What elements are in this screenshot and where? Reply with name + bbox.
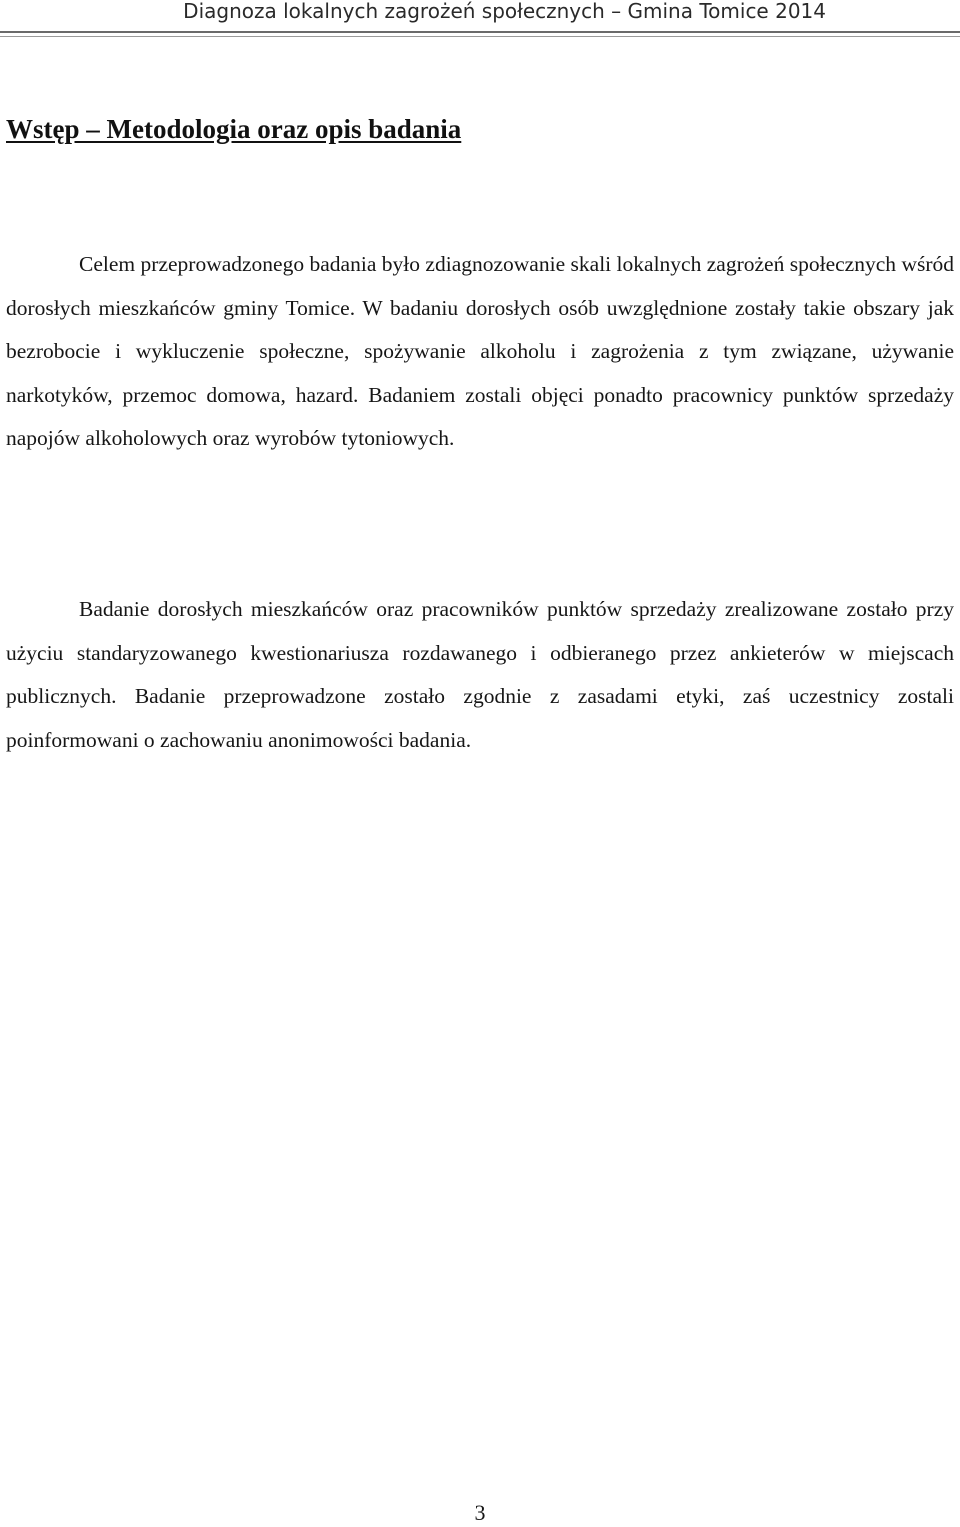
body-paragraph: Badanie dorosłych mieszkańców oraz pracowników punktów sprzedaży zrealizowane zostało przy użyciu standaryzowanego kwestionariusza rozdawanego i odbieranego przez ankieterów w miejscach publicznych. Badanie przeprowadzone zostało zgodnie z zasadami etyki, zaś uczestnicy zostali poinformowani o zachowaniu anonimowości badania. xyxy=(6,597,954,752)
header-divider-thin xyxy=(0,36,960,37)
section-title: Wstęp – Metodologia oraz opis badania xyxy=(6,114,462,144)
running-header xyxy=(0,0,960,32)
page-number: 3 xyxy=(474,1500,486,1525)
body-paragraph: Celem przeprowadzonego badania było zdiagnozowanie skali lokalnych zagrożeń społecznych wśród dorosłych mieszkańców gminy Tomice. W badaniu dorosłych osób uwzględnione zostały takie obszary jak bezrobocie i wykluczenie społeczne, spożywanie alkoholu i zagrożenia z tym związane, używanie narkotyków, przemoc domowa, hazard. Badaniem zostali objęci ponadto pracownicy punktów sprzedaży napojów alkoholowych oraz wyrobów tytoniowych. xyxy=(6,252,954,450)
running-header-title: Diagnoza lokalnych zagrożeń społecznych – Gmina Tomice 2014 xyxy=(183,0,826,23)
header-divider xyxy=(0,31,960,33)
